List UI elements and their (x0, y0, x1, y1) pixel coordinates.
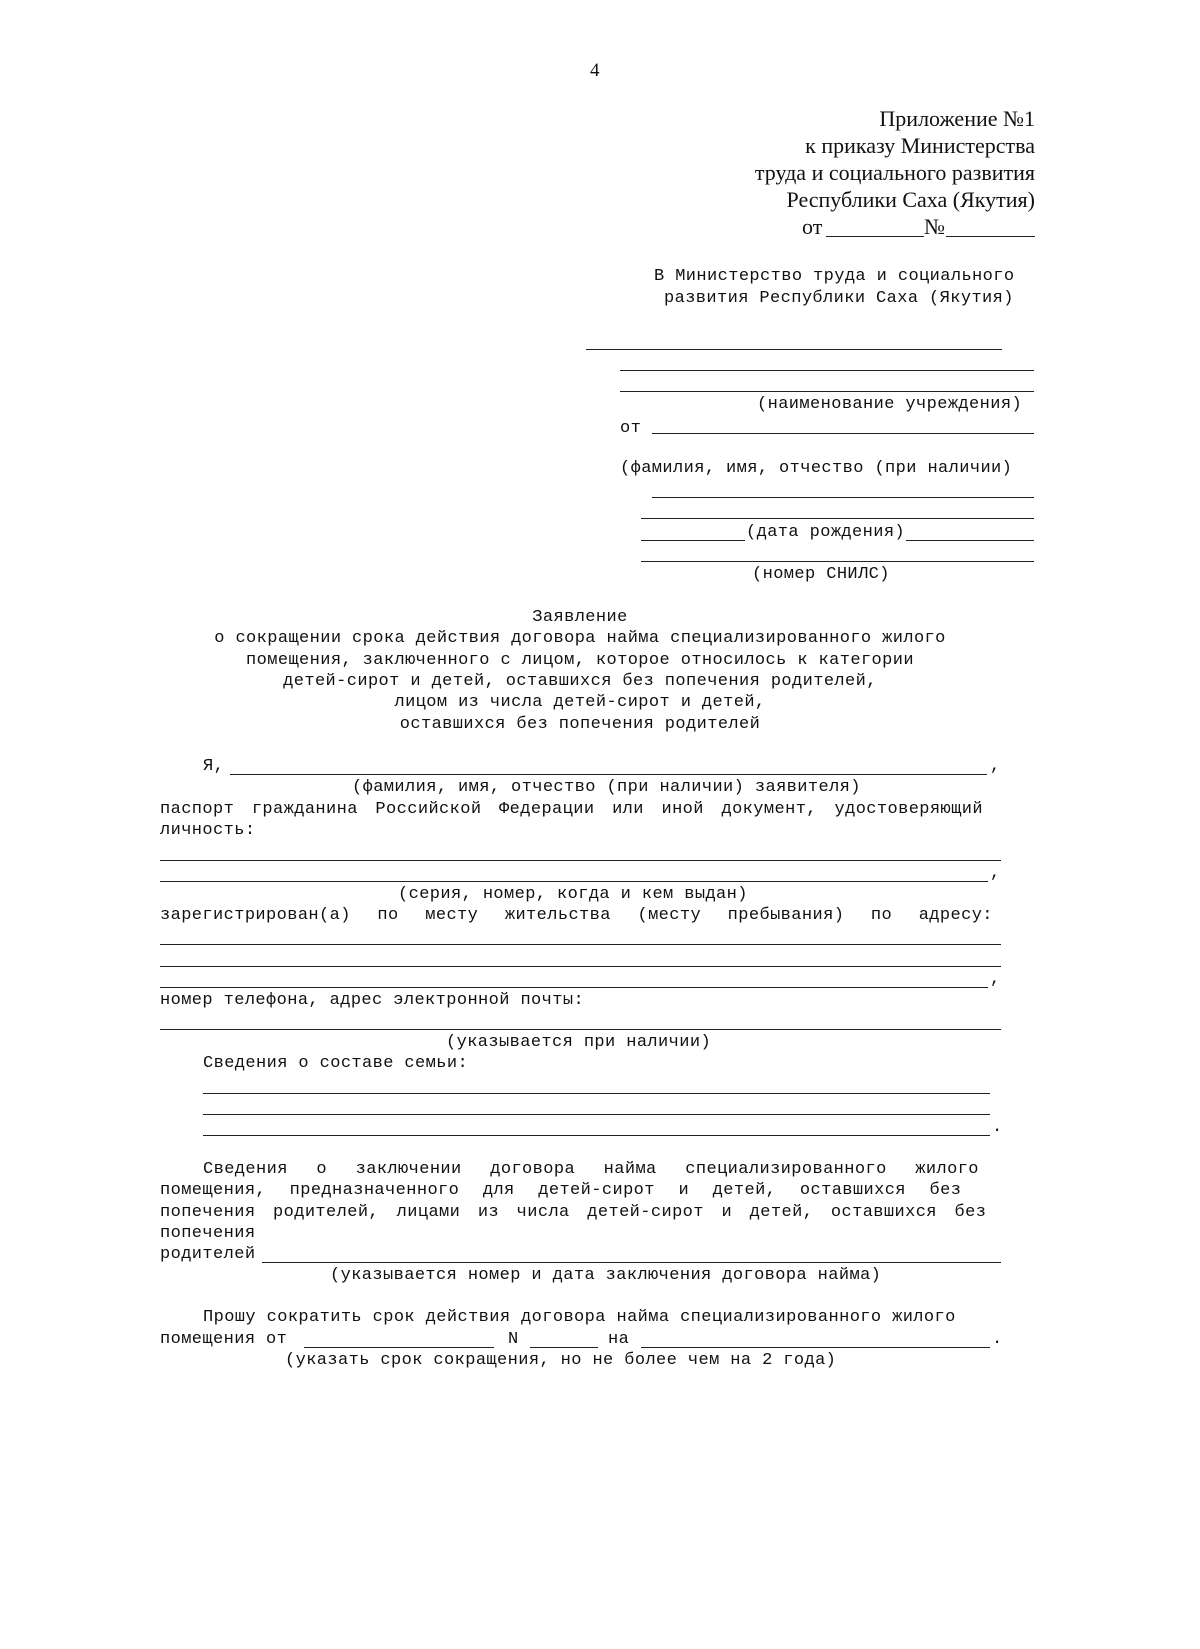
snils-line (641, 561, 1034, 562)
passport-line-2: личность: (160, 821, 256, 840)
passport-line-b (160, 881, 988, 882)
contract-line-1: Сведения о заключении договора найма специализированного жилого (203, 1160, 979, 1179)
request-line-1: Прошу сократить срок действия договора найма специализированного жилого (203, 1308, 956, 1327)
appendix-line-1: Приложение №1 (879, 106, 1035, 131)
page-number: 4 (590, 60, 600, 81)
address-line-2 (160, 966, 1001, 967)
fio-line (652, 433, 1034, 434)
appendix-line-3: труда и социального развития (754, 160, 1035, 185)
family-line-3 (203, 1135, 990, 1136)
appendix-number-label: № (924, 214, 945, 239)
request-term-line (641, 1347, 990, 1348)
family-line-1 (203, 1093, 990, 1094)
i-label: Я, (203, 757, 225, 776)
contract-line-4: попечения (160, 1224, 256, 1243)
contract-line-3: попечения родителей, лицами из числа детей-сирот и детей, оставшихся без (160, 1203, 987, 1222)
address-line-3 (160, 987, 988, 988)
request-na-label: на (608, 1330, 630, 1349)
appendix-number-line (946, 236, 1035, 237)
passport-line-1: паспорт гражданина Российской Федерации или иной документ, удостоверяющий (160, 800, 983, 819)
phone-caption: (указывается при наличии) (446, 1033, 712, 1052)
passport-comma: , (990, 864, 1001, 883)
address-line-1 (160, 944, 1001, 945)
request-date-line (304, 1347, 494, 1348)
family-line-2 (203, 1114, 990, 1115)
contract-field-line (262, 1262, 1001, 1263)
title-line-2: о сокращении срока действия договора найма специализированного жилого (214, 629, 946, 648)
birth-caption: (дата рождения) (746, 523, 906, 542)
addressee-line-1: В Министерство труда и социального (654, 267, 1015, 286)
phone-field-line (160, 1029, 1001, 1030)
address-comma: , (990, 970, 1001, 989)
appendix-line-2: к приказу Министерства (805, 133, 1035, 158)
contract-line-5: родителей (160, 1245, 256, 1264)
addressee-from-label: от (620, 419, 642, 438)
applicant-comma: , (990, 757, 1001, 776)
appendix-line-4: Республики Саха (Якутия) (786, 187, 1035, 212)
contract-caption: (указывается номер и дата заключения договора найма) (330, 1266, 882, 1285)
institution-line-3 (620, 391, 1034, 392)
appendix-date-line (826, 236, 924, 237)
fio-caption: (фамилия, имя, отчество (при наличии) (620, 459, 1013, 478)
title-line-1: Заявление (532, 608, 628, 627)
family-label: Сведения о составе семьи: (203, 1054, 469, 1073)
phone-line: номер телефона, адрес электронной почты: (160, 991, 585, 1010)
family-period: . (992, 1118, 1003, 1137)
institution-caption: (наименование учреждения) (757, 395, 1023, 414)
birth-line-1 (641, 518, 1034, 519)
appendix-from-label: от (802, 214, 823, 239)
birth-line-left (641, 540, 745, 541)
passport-line-a (160, 860, 1001, 861)
request-number-line (530, 1347, 598, 1348)
addressee-line-2: развития Республики Саха (Якутия) (664, 289, 1014, 308)
snils-caption: (номер СНИЛС) (752, 565, 890, 584)
applicant-caption: (фамилия, имя, отчество (при наличии) заявителя) (352, 778, 861, 797)
title-line-3: помещения, заключенного с лицом, которое относилось к категории (246, 651, 914, 670)
institution-line-1 (586, 349, 1002, 350)
request-n-label: N (508, 1330, 519, 1349)
passport-caption: (серия, номер, когда и кем выдан) (398, 885, 748, 904)
fio-line-2 (652, 497, 1034, 498)
request-prefix: помещения от (160, 1330, 288, 1349)
registered-line: зарегистрирован(а) по месту жительства (месту пребывания) по адресу: (160, 906, 993, 925)
applicant-line (230, 774, 987, 775)
title-line-5: лицом из числа детей-сирот и детей, (394, 693, 766, 712)
title-line-4: детей-сирот и детей, оставшихся без попечения родителей, (283, 672, 877, 691)
title-line-6: оставшихся без попечения родителей (399, 715, 761, 734)
institution-line-2 (620, 370, 1034, 371)
birth-line-right (906, 540, 1034, 541)
contract-line-2: помещения, предназначенного для детей-сирот и детей, оставшихся без (160, 1181, 962, 1200)
request-period: . (992, 1330, 1003, 1349)
request-caption: (указать срок сокращения, но не более чем на 2 года) (285, 1351, 837, 1370)
